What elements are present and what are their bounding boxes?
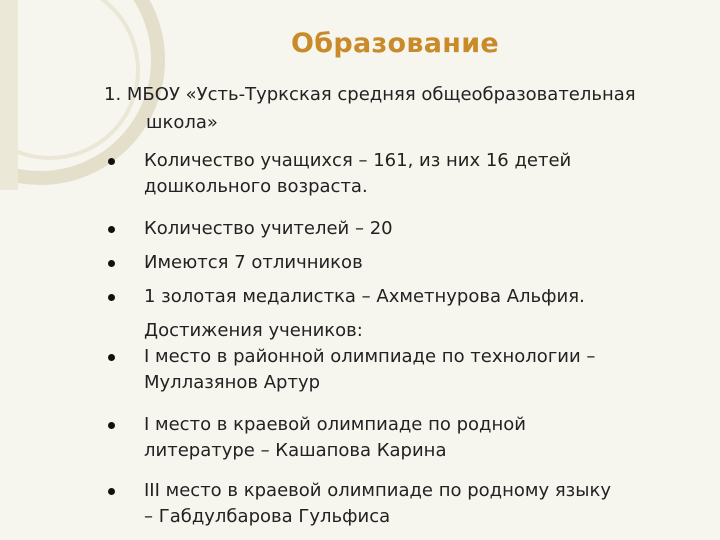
bullet-dot (108, 294, 115, 301)
bullet-literature-olympiad-line1: I место в краевой олимпиаде по родной (144, 414, 526, 435)
bullet-dot (108, 226, 115, 233)
inner-ring (0, 0, 138, 158)
achievements-heading: Достижения учеников: (144, 320, 363, 341)
bullet-tech-olympiad-line1: I место в районной олимпиаде по технологии – (144, 346, 596, 367)
bullet-dot (108, 422, 115, 429)
bullet-language-olympiad-line2: – Габдулбарова Гульфиса (144, 506, 391, 527)
bullet-dot (108, 260, 115, 267)
school-name-line2: школа» (146, 112, 218, 133)
bullet-honor-students: Имеются 7 отличников (144, 252, 363, 273)
bullet-students-line2: дошкольного возраста. (144, 176, 368, 197)
bullet-language-olympiad-line1: III место в краевой олимпиаде по родному языку (144, 480, 611, 501)
bullet-tech-olympiad-line2: Муллазянов Артур (144, 372, 321, 393)
page-title: Образование (290, 28, 500, 59)
bullet-students-line1: Количество учащихся – 161, из них 16 детей (144, 150, 572, 171)
bullet-teachers: Количество учителей – 20 (144, 218, 393, 239)
bullet-dot (108, 158, 115, 165)
school-name-line1: 1. МБОУ «Усть-Туркская средняя общеобразовательная (104, 84, 636, 105)
bullet-gold-medalist: 1 золотая медалистка – Ахметнурова Альфия. (144, 286, 585, 307)
bullet-literature-olympiad-line2: литературе – Кашапова Карина (144, 440, 447, 461)
bullet-dot (108, 354, 115, 361)
bullet-dot (108, 488, 115, 495)
